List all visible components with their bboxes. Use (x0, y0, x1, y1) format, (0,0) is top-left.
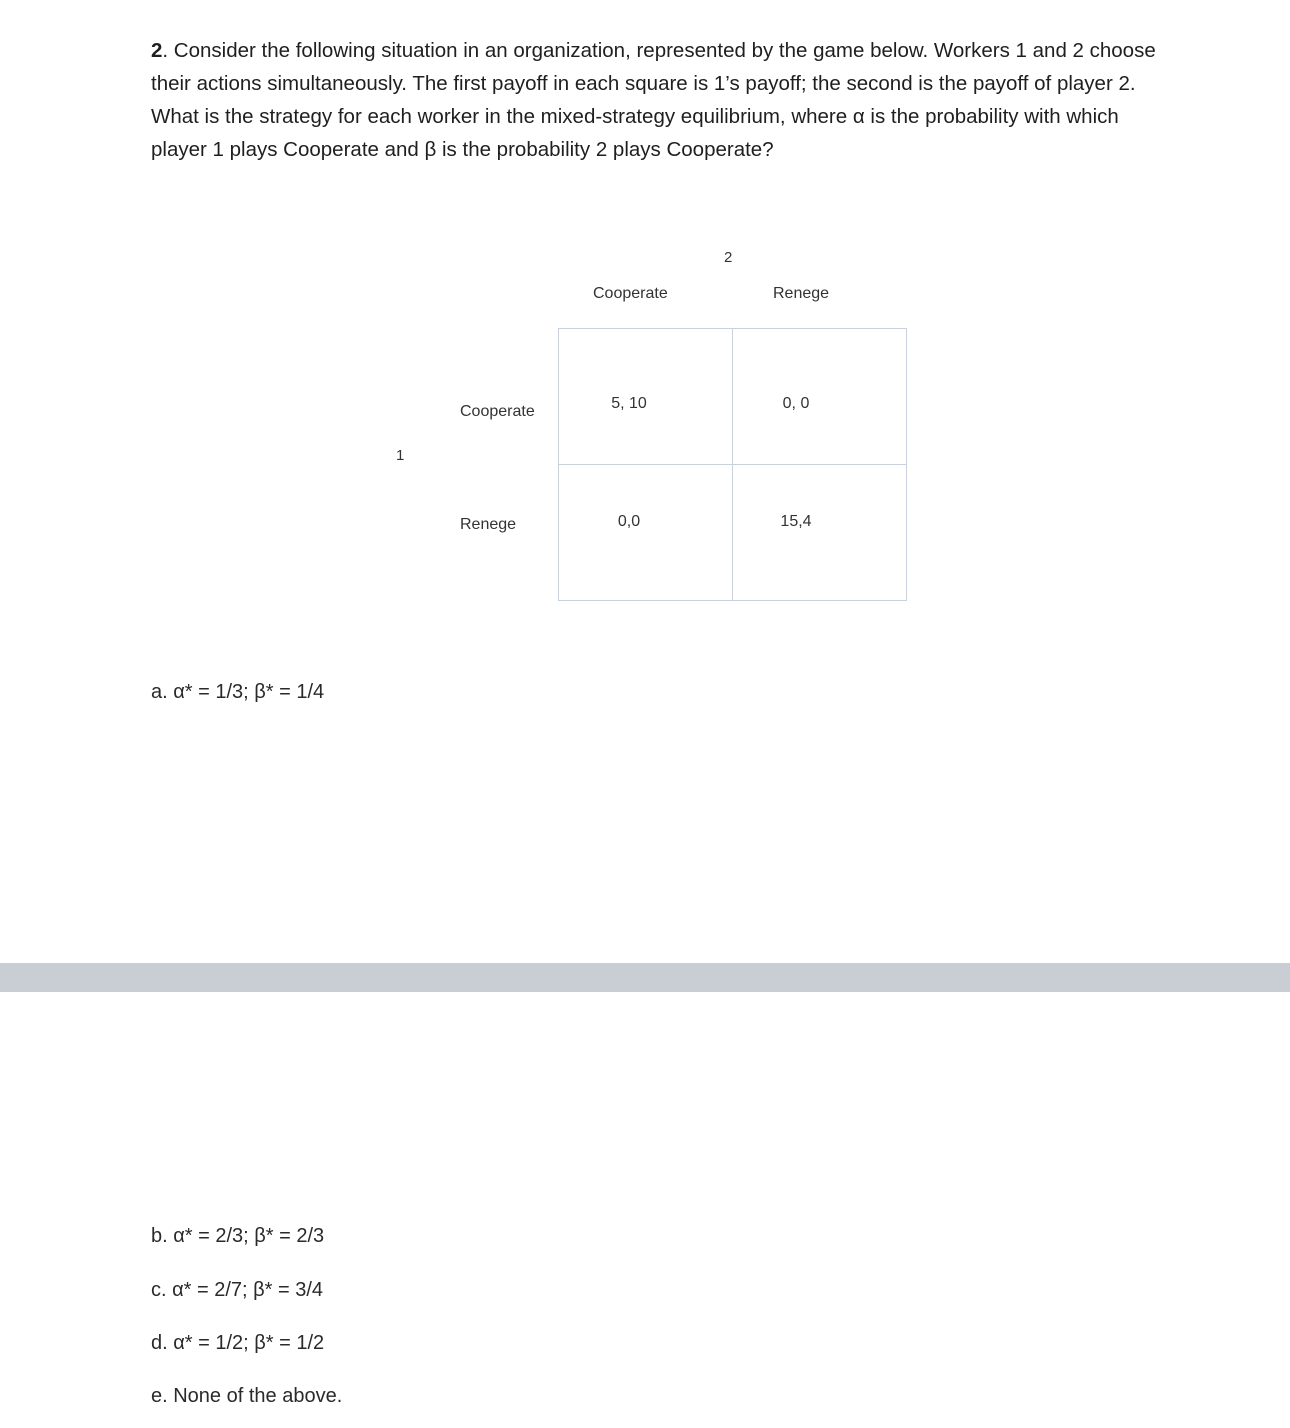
question-body: . Consider the following situation in an organization, represented by the game below. Workers 1 and 2 choose their actions simultaneously. The first payoff in each square is 1’s payoff; the second is the payoff of player 2. What is the strategy for each worker in the mixed-strategy equilibrium, where α is the probability with which player 1 plays Cooperate and β is the probability 2 plays Cooperate? (151, 39, 1156, 161)
answer-option-c[interactable]: c. α* = 2/7; β* = 3/4 (151, 1279, 324, 1301)
question-text (151, 34, 1161, 166)
row-player-label: 1 (396, 447, 405, 464)
page-divider (0, 963, 1290, 992)
answer-option-b[interactable]: b. α* = 2/3; β* = 2/3 (151, 1225, 325, 1247)
table-row (559, 329, 907, 465)
payoff-value: 0,0 (617, 513, 641, 530)
payoff-value: 0, 0 (782, 395, 810, 412)
payoff-cell (733, 465, 907, 601)
answer-option-e[interactable]: e. None of the above. (151, 1385, 343, 1407)
payoff-cell (733, 329, 907, 465)
payoff-value: 15,4 (780, 513, 812, 530)
row-strategy-renege: Renege (460, 516, 517, 533)
row-strategy-cooperate: Cooperate (460, 403, 535, 420)
table-row (559, 465, 907, 601)
answer-option-a[interactable]: a. α* = 1/3; β* = 1/4 (151, 681, 325, 703)
payoff-cell (559, 329, 733, 465)
question-number: 2 (151, 39, 163, 62)
answer-option-d[interactable]: d. α* = 1/2; β* = 1/2 (151, 1332, 325, 1354)
payoff-cell (559, 465, 733, 601)
column-strategy-renege: Renege (773, 285, 830, 302)
column-player-label: 2 (724, 249, 733, 266)
column-strategy-cooperate: Cooperate (593, 285, 668, 302)
payoff-table (558, 328, 907, 601)
payoff-value: 5, 10 (611, 395, 647, 412)
